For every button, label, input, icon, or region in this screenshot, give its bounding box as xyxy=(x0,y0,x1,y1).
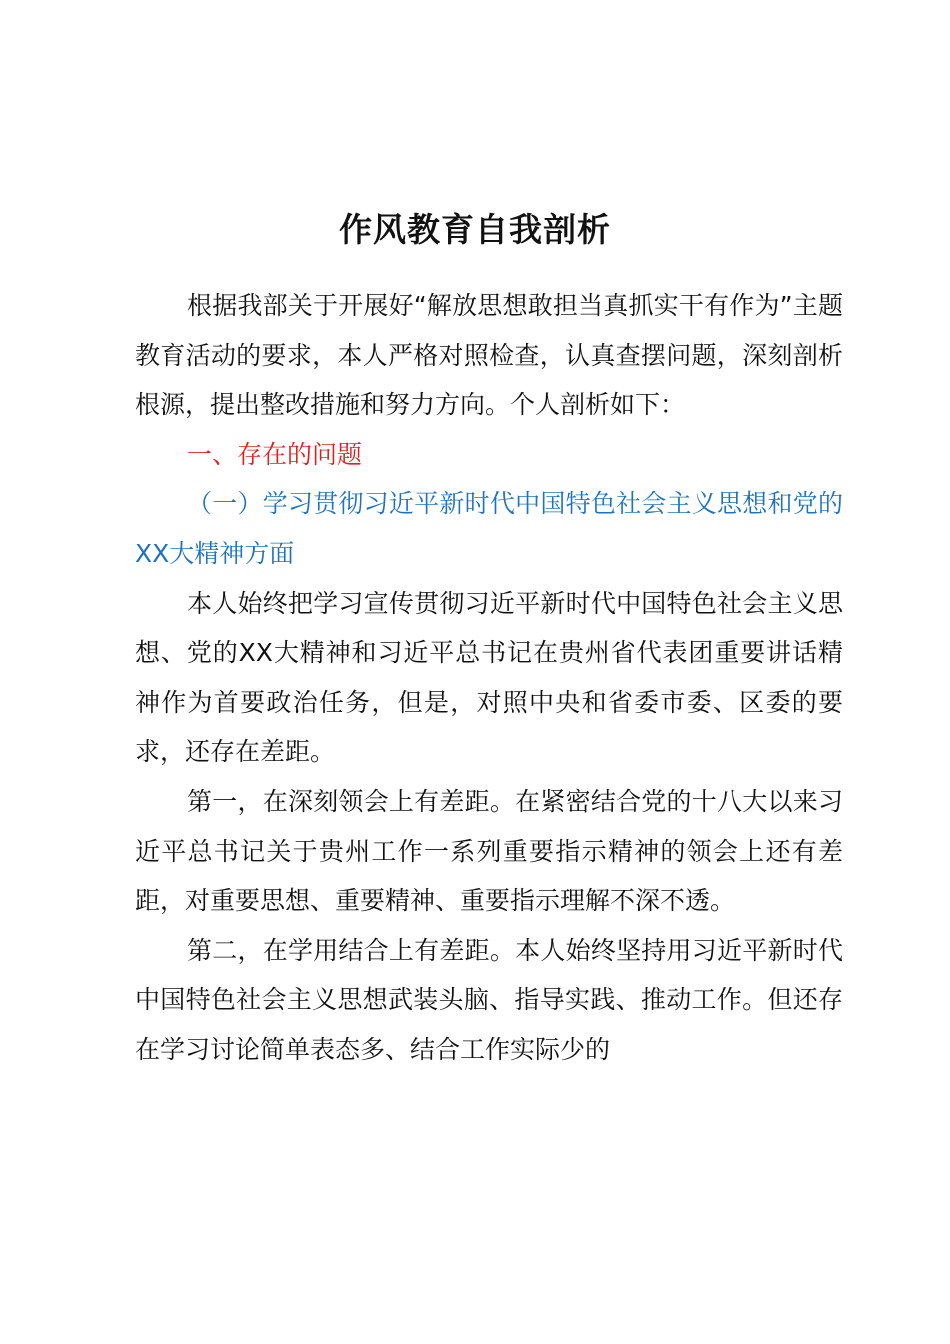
body-paragraph: 第二，在学用结合上有差距。本人始终坚持用习近平新时代中国特色社会主义思想武装头脑、指导实践、推动工作。但还存在学习讨论简单表态多、结合工作实际少的 xyxy=(135,935,843,1064)
document-title: 作风教育自我剖析 xyxy=(339,210,611,249)
body-paragraph: 本人始终把学习宣传贯彻习近平新时代中国特色社会主义思想、党的XX大精神和习近平总书记在贵州省代表团重要讲话精神作为首要政治任务，但是，对照中央和省委市委、区委的要求，还存在差距。 xyxy=(135,588,843,767)
body-paragraph: 第一，在深刻领会上有差距。在紧密结合党的十八大以来习近平总书记关于贵州工作一系列重要指示精神的领会上还有差距，对重要思想、重要精神、重要指示理解不深不透。 xyxy=(135,786,843,916)
document-body xyxy=(135,281,843,1075)
subsection-heading: （一）学习贯彻习近平新时代中国特色社会主义思想和党的XX大精神方面 xyxy=(135,489,843,568)
section-heading: 一、存在的问题 xyxy=(187,439,363,469)
intro-paragraph: 根据我部关于开展好“解放思想敢担当真抓实干有作为”主题教育活动的要求，本人严格对照检查，认真查摆问题，深刻剖析根源，提出整改措施和努力方向。个人剖析如下： xyxy=(135,291,843,420)
